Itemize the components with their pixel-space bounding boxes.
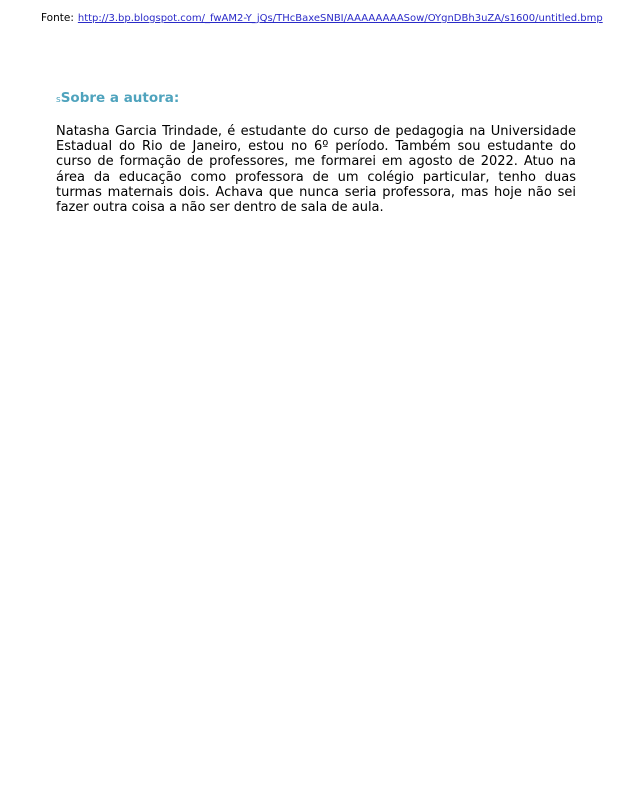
author-bio-paragraph: Natasha Garcia Trindade, é estudante do curso de pedagogia na Universidade Estadual do Rio de Janeiro, estou no 6º período. Também sou estudante do curso de formação de professores, me formarei em agosto de 2022. Atuo na área da educação como professora de um colégio particular, tenho duas turmas maternais dois. Achava que nunca seria professora, mas hoje não sei fazer outra coisa a não ser dentro de sala de aula. <box>56 124 576 216</box>
source-line <box>41 12 603 24</box>
section-heading <box>56 90 179 106</box>
source-link[interactable]: http://3.bp.blogspot.com/_fwAM2-Y_jQs/THcBaxeSNBI/AAAAAAAASow/OYgnDBh3uZA/s1600/untitled.bmp <box>77 13 603 24</box>
source-label: Fonte: <box>41 12 74 24</box>
heading-prefix-letter: s <box>56 95 61 105</box>
heading-title: Sobre a autora: <box>60 90 180 106</box>
